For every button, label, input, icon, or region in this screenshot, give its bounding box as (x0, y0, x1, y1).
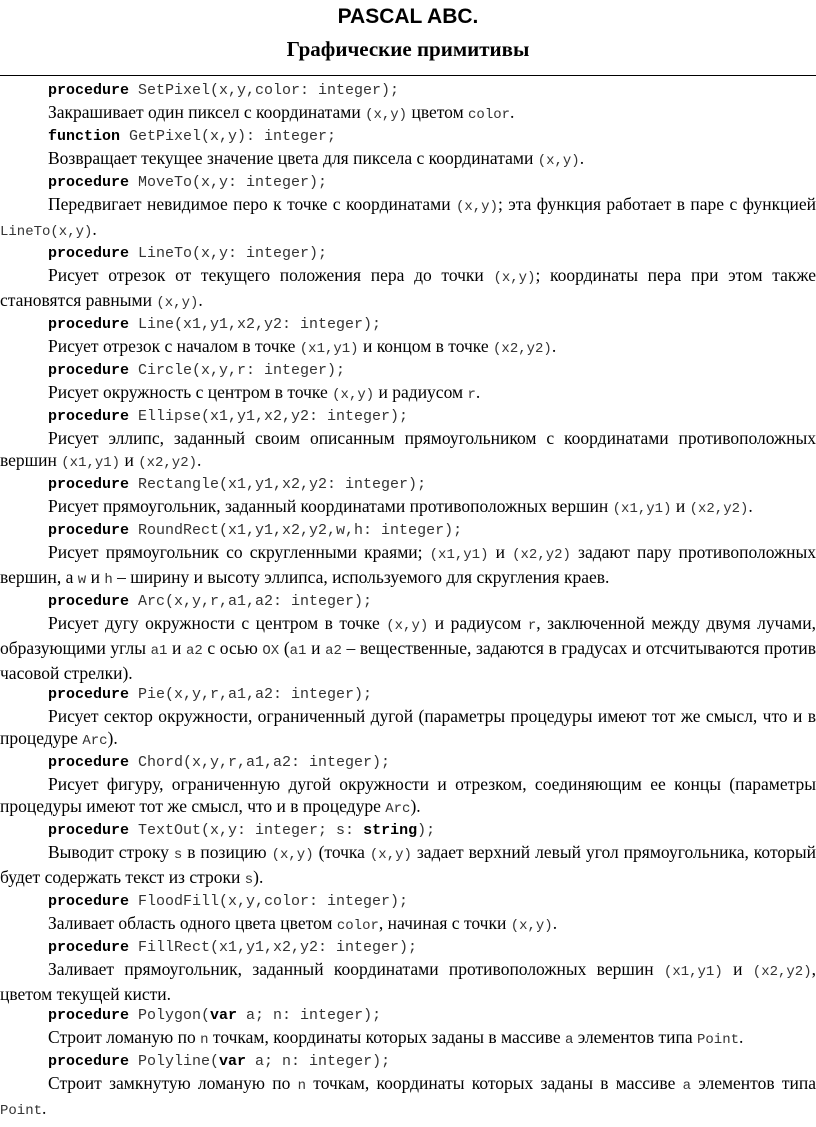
code-fragment: (x1,y1) (663, 964, 723, 980)
description-text: Передвигает невидимое перо к точке с координатами (48, 194, 456, 214)
procedure-signature (0, 406, 816, 427)
description-text: ; эта функция работает в паре с функцией (497, 194, 816, 214)
code-fragment: LineTo(x,y) (0, 224, 93, 240)
description-text: в позицию (182, 842, 272, 862)
description-text: Рисует отрезок с началом в точке (48, 336, 300, 356)
procedure-list (0, 80, 816, 1122)
procedure-entry (0, 314, 816, 360)
procedure-signature (0, 752, 816, 773)
description-text: задают пару противоположных вершин, а (0, 542, 816, 587)
procedure-description (0, 193, 816, 243)
procedure-entry (0, 126, 816, 172)
procedure-signature (0, 474, 816, 495)
description-text: и (306, 638, 326, 658)
procedure-description (0, 381, 816, 406)
signature-text: Arc(x,y,r,a1,a2: integer); (129, 593, 373, 610)
procedure-signature (0, 520, 816, 541)
code-fragment: (x,y) (271, 847, 314, 863)
description-text: точкам, координаты которых заданы в массиве (208, 1027, 565, 1047)
signature-text: ); (417, 822, 436, 839)
description-text: Возвращает текущее значение цвета для пиксела с координатами (48, 148, 538, 168)
description-text: Рисует дугу окружности с центром в точке (48, 613, 387, 633)
description-text: Закрашивает один пиксел с координатами (48, 102, 366, 122)
procedure-description (0, 264, 816, 314)
code-fragment: (x,y) (510, 918, 553, 934)
description-text: с осью (202, 638, 263, 658)
description-text: элементов типа (691, 1073, 816, 1093)
procedure-entry (0, 684, 816, 752)
description-text: задает верхний левый угол прямоугольника, который будет содержать текст из строки (0, 842, 816, 887)
signature-text: Circle(x,y,r: integer); (129, 362, 346, 379)
signature-text: Polygon( (129, 1007, 211, 1024)
procedure-entry (0, 474, 816, 520)
description-text: – ширину и высоту эллипса, используемого для скругления краев. (112, 567, 610, 587)
signature-text: FloodFill(x,y,color: integer); (129, 893, 409, 910)
signature-text: Line(x1,y1,x2,y2: integer); (129, 316, 382, 333)
description-text: и (722, 959, 753, 979)
code-fragment: (x2,y2) (138, 455, 198, 471)
code-fragment: (x2,y2) (752, 964, 812, 980)
code-fragment: w (77, 572, 87, 588)
code-fragment: a1 (289, 643, 307, 659)
signature-text: RoundRect(x1,y1,x2,y2,w,h: integer); (129, 522, 463, 539)
signature-keyword: procedure (48, 686, 130, 703)
description-text: Выводит строку (48, 842, 174, 862)
description-text: и (671, 496, 690, 516)
signature-keyword: procedure (48, 522, 130, 539)
signature-keyword: procedure (48, 82, 130, 99)
description-text: – вещественные, задаются в градусах и отсчитываются против часовой стрелки). (0, 638, 816, 683)
signature-text: FillRect(x1,y1,x2,y2: integer); (129, 939, 418, 956)
code-fragment: r (467, 387, 476, 403)
code-fragment: a (564, 1032, 574, 1048)
description-text: . (551, 336, 557, 356)
procedure-description (0, 101, 816, 126)
signature-keyword: procedure (48, 939, 130, 956)
code-fragment: (x1,y1) (429, 547, 489, 563)
code-fragment: a (682, 1078, 692, 1094)
description-text: ). (107, 728, 118, 748)
code-fragment: color (336, 918, 379, 934)
description-text: Рисует прямоугольник, заданный координатами противоположных вершин (48, 496, 613, 516)
description-text: и концом в точке (358, 336, 494, 356)
procedure-signature (0, 172, 816, 193)
procedure-entry (0, 891, 816, 937)
description-text: и радиусом (374, 382, 468, 402)
description-text: . (198, 290, 203, 310)
procedure-signature (0, 360, 816, 381)
signature-text: SetPixel(x,y,color: integer); (129, 82, 400, 99)
signature-keyword: var (210, 1007, 238, 1024)
signature-keyword: procedure (48, 316, 130, 333)
procedure-description (0, 841, 816, 891)
procedure-description (0, 705, 816, 752)
description-text: Рисует эллипс, заданный своим описанным прямоугольником с координатами противоположных вершин (0, 428, 816, 470)
signature-text: a; n: integer); (246, 1053, 391, 1070)
document-subtitle: Графические примитивы (286, 37, 530, 61)
description-text: Заливает область одного цвета цветом (48, 913, 337, 933)
signature-keyword: string (363, 822, 418, 839)
signature-keyword: procedure (48, 822, 130, 839)
procedure-description (0, 427, 816, 474)
signature-text: Pie(x,y,r,a1,a2: integer); (129, 686, 373, 703)
description-text: Рисует фигуру, ограниченную дугой окружности и отрезком, соединяющим ее концы (параметры процедуры имеют тот же смысл, что и в процедуре (0, 774, 816, 816)
signature-keyword: procedure (48, 174, 130, 191)
description-text: ). (410, 796, 421, 816)
code-fragment: (x,y) (455, 199, 498, 215)
description-text: , начиная с точки (378, 913, 511, 933)
code-fragment: (x,y) (537, 153, 580, 169)
procedure-signature (0, 314, 816, 335)
code-fragment: h (104, 572, 113, 588)
description-text: Рисует сектор окружности, ограниченный дугой (параметры процедуры имеют тот же смысл, что и в процедуре (0, 706, 816, 748)
procedure-entry (0, 752, 816, 820)
description-text: . (748, 496, 753, 516)
description-text: . (739, 1027, 744, 1047)
procedure-signature (0, 684, 816, 705)
procedure-description (0, 541, 816, 591)
signature-keyword: procedure (48, 362, 130, 379)
procedure-entry (0, 1051, 816, 1122)
procedure-description (0, 495, 816, 520)
procedure-entry (0, 1005, 816, 1051)
code-fragment: (x1,y1) (299, 341, 359, 357)
procedure-signature (0, 891, 816, 912)
code-fragment: s (173, 847, 183, 863)
procedure-signature (0, 1051, 816, 1072)
signature-keyword: procedure (48, 593, 130, 610)
signature-text: a; n: integer); (237, 1007, 382, 1024)
description-text: Рисует отрезок от текущего положения пера до точки (48, 265, 494, 285)
signature-keyword: procedure (48, 245, 130, 262)
code-fragment: a2 (325, 643, 342, 659)
description-text: . (552, 913, 558, 933)
code-fragment: (x2,y2) (493, 341, 552, 357)
procedure-entry (0, 937, 816, 1005)
description-text: и (86, 567, 105, 587)
signature-text: LineTo(x,y: integer); (129, 245, 328, 262)
procedure-signature (0, 820, 816, 841)
code-fragment: OX (262, 643, 280, 659)
signature-keyword: procedure (48, 1053, 130, 1070)
signature-keyword: var (219, 1053, 247, 1070)
procedure-entry (0, 243, 816, 314)
procedure-entry (0, 80, 816, 126)
code-fragment: (x,y) (365, 107, 408, 123)
signature-text: GetPixel(x,y): integer; (120, 128, 337, 145)
code-fragment: (x1,y1) (61, 455, 121, 471)
procedure-description (0, 335, 816, 360)
code-fragment: Arc (82, 733, 108, 749)
procedure-description (0, 1072, 816, 1122)
procedure-description (0, 612, 816, 684)
procedure-entry (0, 360, 816, 406)
code-fragment: Point (696, 1032, 739, 1048)
procedure-entry (0, 520, 816, 591)
code-fragment: color (468, 107, 511, 123)
code-fragment: r (527, 618, 537, 634)
document-title: PASCAL ABC. (337, 5, 479, 28)
description-text: Рисует прямоугольник со скругленными краями; (48, 542, 430, 562)
procedure-entry (0, 591, 816, 684)
signature-keyword: procedure (48, 754, 130, 771)
description-text: , заключенной между двумя лучами, образующими углы (0, 613, 816, 658)
procedure-description (0, 147, 816, 172)
signature-keyword: procedure (48, 893, 130, 910)
code-fragment: n (200, 1032, 209, 1048)
description-text: ( (279, 638, 290, 658)
signature-keyword: procedure (48, 1007, 130, 1024)
code-fragment: Point (0, 1103, 43, 1119)
code-fragment: a1 (150, 643, 168, 659)
code-fragment: s (244, 872, 254, 888)
description-text: и (167, 638, 186, 658)
signature-text: Ellipse(x1,y1,x2,y2: integer); (129, 408, 409, 425)
description-text: . (579, 148, 585, 168)
description-text: Строит замкнутую ломаную по (48, 1073, 298, 1093)
code-fragment: (x2,y2) (512, 547, 571, 563)
signature-keyword: function (48, 128, 121, 145)
description-text: ; координаты пера при этом также становятся равными (0, 265, 816, 310)
procedure-description (0, 912, 816, 937)
signature-text: TextOut(x,y: integer; s: (129, 822, 364, 839)
procedure-signature (0, 937, 816, 958)
signature-text: Polyline( (129, 1053, 220, 1070)
procedure-description (0, 958, 816, 1005)
code-fragment: (x,y) (386, 618, 429, 634)
code-fragment: a2 (185, 643, 203, 659)
procedure-entry (0, 406, 816, 474)
description-text: . (197, 450, 202, 470)
signature-text: Rectangle(x1,y1,x2,y2: integer); (129, 476, 427, 493)
description-text: ). (253, 867, 264, 887)
signature-text: MoveTo(x,y: integer); (129, 174, 328, 191)
procedure-entry (0, 172, 816, 243)
code-fragment: (x,y) (332, 387, 375, 403)
procedure-signature (0, 80, 816, 101)
description-text: , цветом текущей кисти. (0, 959, 816, 1004)
procedure-signature (0, 243, 816, 264)
procedure-signature (0, 1005, 816, 1026)
procedure-description (0, 1026, 816, 1051)
procedure-signature (0, 591, 816, 612)
description-text: Рисует окружность с центром в точке (48, 382, 333, 402)
signature-text: Chord(x,y,r,a1,a2: integer); (129, 754, 391, 771)
description-text: элементов типа (573, 1027, 697, 1047)
procedure-signature (0, 126, 816, 147)
signature-keyword: procedure (48, 476, 130, 493)
header-divider (0, 75, 816, 76)
description-text: Строит ломаную по (48, 1027, 201, 1047)
description-text: . (510, 102, 515, 122)
description-text: цветом (407, 102, 469, 122)
description-text: . (42, 1098, 47, 1118)
description-text: Заливает прямоугольник, заданный координатами противоположных вершин (48, 959, 664, 979)
description-text: и (488, 542, 513, 562)
description-text: . (92, 219, 97, 239)
code-fragment: (x,y) (369, 847, 412, 863)
code-fragment: (x,y) (156, 295, 199, 311)
description-text: и радиусом (428, 613, 528, 633)
signature-keyword: procedure (48, 408, 130, 425)
code-fragment: n (297, 1078, 307, 1094)
description-text: точкам, координаты которых заданы в массиве (306, 1073, 683, 1093)
description-text: и (120, 450, 139, 470)
code-fragment: (x,y) (493, 270, 536, 286)
description-text: (точка (313, 842, 370, 862)
code-fragment: (x1,y1) (612, 501, 672, 517)
procedure-description (0, 773, 816, 820)
code-fragment: Arc (385, 801, 411, 817)
description-text: . (475, 382, 481, 402)
code-fragment: (x2,y2) (689, 501, 749, 517)
procedure-entry (0, 820, 816, 891)
